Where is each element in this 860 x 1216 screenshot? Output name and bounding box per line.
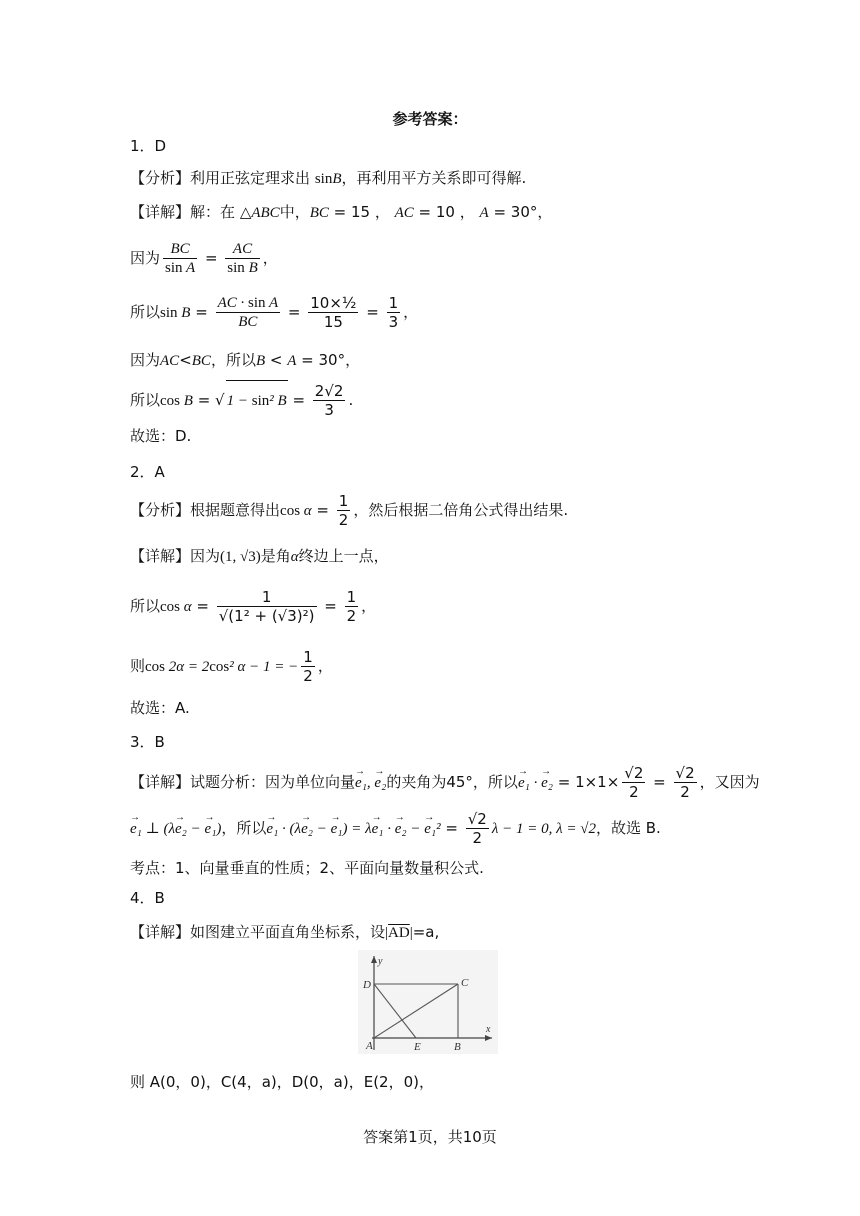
label-D: D [363, 979, 371, 991]
q2-choice: 故选：A. [130, 699, 190, 717]
q1-compare: 因为AC<BC，所以B < A = 30°， [130, 351, 361, 369]
q3-detail-1: 【详解】试题分析：因为单位向量→ e₁, → e₂的夹角为45°，所以→ e₁ · → e₂ = 1×1× $\frac{√2}{2}$ = $\frac{√2}{2}$ ，又因为 [130, 762, 760, 803]
q2-detail-label: 【详解】 [130, 547, 191, 565]
q2-analysis: 【分析】根据题意得出cos α = $\frac{1}{2}$ ，然后根据二倍角公式得出结果. [130, 492, 569, 529]
label-x: x [486, 1024, 491, 1035]
q4-number: 4．B [130, 889, 165, 907]
q2-number: 2．A [130, 463, 165, 481]
q3-detail-2: → e₁ ⊥ (λ→ e₂ − → e₁)，所以→ e₁ · (λ→ e₂ − → e₁) = λ→ e₁ · → e₂ − → e₁² = $\frac{√2}{2}$ λ − 1 = 0, λ = √2，故选 B. [130, 808, 661, 849]
q3-kaodian: 考点：1、向量垂直的性质；2、平面向量数量积公式. [130, 859, 484, 877]
label-A: A [366, 1040, 373, 1052]
q1-choice: 故选：D. [130, 427, 192, 445]
q2-detail: 【详解】因为(1, √3)是角α终边上一点， [130, 547, 389, 565]
label-E: E [414, 1041, 421, 1053]
label-B: B [454, 1041, 461, 1053]
q1-number: 1．D [130, 137, 167, 155]
label-C: C [461, 977, 469, 989]
q1-cosB: 所以cos B = √ 1 − sin² B = $\frac{2√2}{3}$ . [130, 382, 354, 419]
q4-detail: 【详解】如图建立平面直角坐标系，设$|\overline{AD}|=a$, [130, 923, 440, 941]
q1-analysis: 【分析】利用正弦定理求出 sinB，再利用平方关系即可得解. [130, 169, 527, 187]
q2-cos: 所以cos α = $\frac{1}{\text{√(1² + (√3)²)}}$ = $\frac{1}{2}$ ， [130, 588, 377, 625]
q1-law-of-sines: 因为 $\frac{BC}{\text{sin A}}$ = $\frac{AC}{\text{sin B}}$ ， [130, 241, 278, 276]
q4-detail-label: 【详解】 [130, 923, 191, 941]
page-title: 参考答案： [392, 110, 468, 128]
q3-number: 3．B [130, 733, 165, 751]
q1-detail-label: 【详解】 [130, 203, 191, 221]
q1-analysis-label: 【分析】 [130, 169, 191, 187]
label-y: y [378, 956, 383, 967]
q2-analysis-label: 【分析】 [130, 501, 191, 519]
q3-detail-label: 【详解】 [130, 773, 191, 791]
coordinate-diagram [358, 950, 498, 1054]
page-footer: 答案第1页，共10页 [363, 1128, 497, 1146]
q1-detail: 【详解】解：在 △ABC中，BC = 15 ， AC = 10 ， A = 30°， [130, 203, 553, 221]
q2-double-angle: 则cos 2α = 2cos² α − 1 = − $\frac{1}{2}$ ， [130, 648, 333, 685]
q4-coords: 则 A(0，0)，C(4，a)，D(0，a)，E(2，0)， [130, 1073, 434, 1091]
q1-sinB: 所以sin B = $\frac{\text{AC · sin A}}{BC}$ = $\frac{\text{10×½}}{15}$ = $\frac{1}{3}$ ， [130, 294, 419, 331]
